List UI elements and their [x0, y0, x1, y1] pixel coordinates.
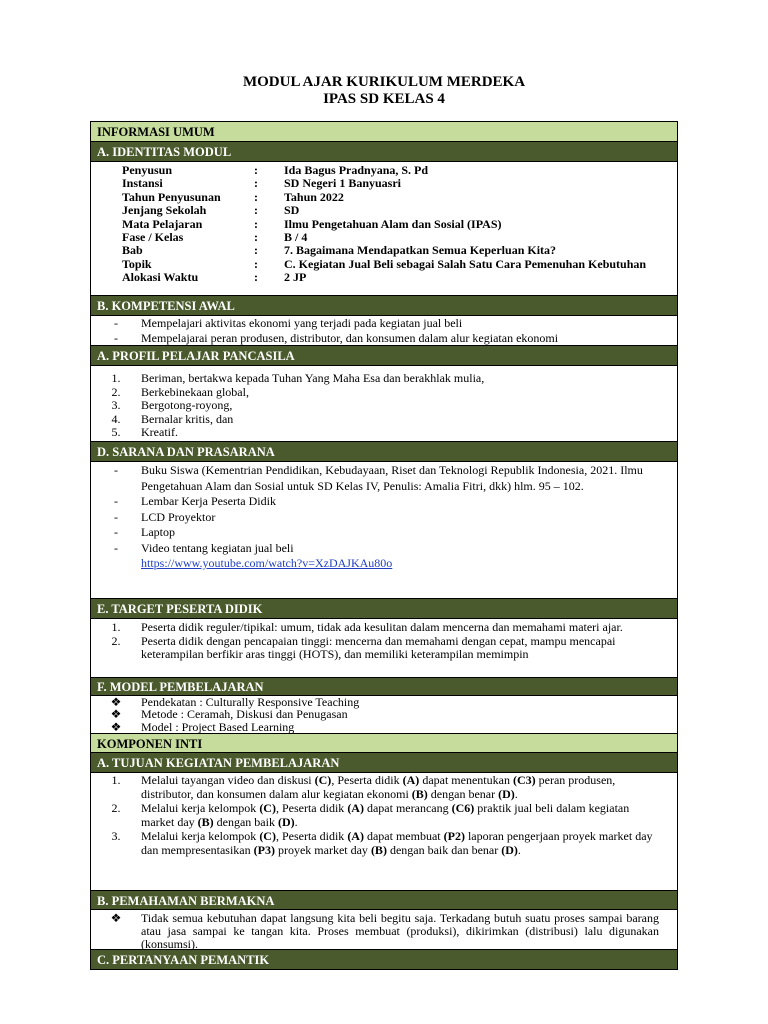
identity-key: Topik: [122, 256, 152, 271]
list-text: Laptop: [141, 525, 175, 539]
identity-value: Ida Bagus Pradnyana, S. Pd: [284, 163, 429, 177]
list-marker: 3.: [111, 828, 121, 843]
objective-fragment: dengan baik: [213, 814, 278, 829]
objective-text: [141, 830, 677, 858]
identity-value: Ilmu Pengetahuan Alam dan Sosial (IPAS): [284, 216, 502, 231]
objective-item: [91, 802, 677, 830]
list-text: Mempelajarai peran produsen, distributor, dan konsumen dalam alur kegiatan ekonomi: [141, 330, 559, 345]
pemahaman-section: [91, 910, 677, 950]
objective-fragment: .: [517, 842, 521, 857]
list-marker: 5.: [111, 425, 121, 440]
pertanyaan-header: C. PERTANYAAN PEMANTIK: [91, 950, 677, 969]
identity-colon: :: [254, 203, 258, 218]
objective-code: (P3): [253, 842, 275, 857]
list-item: [91, 525, 677, 541]
objective-text: [141, 774, 677, 802]
identity-row: [91, 271, 677, 284]
list-marker: -: [114, 540, 118, 555]
list-text: Tidak semua kebutuhan dapat langsung kita beli begitu saja. Terkadang butuh suatu proses sampai barang atau jasa sampai ke tangan kita. Proses membuat (produksi), dikirimkan (distribusi) lalu digunakan (konsumsi).: [141, 911, 659, 951]
objective-fragment: , Peserta didik: [331, 773, 403, 787]
kompetensi-header: B. KOMPETENSI AWAL: [91, 296, 677, 316]
sarana-link-row: [91, 556, 677, 572]
list-marker: 3.: [111, 398, 121, 413]
objective-code: (D): [501, 842, 518, 857]
list-text: Peserta didik reguler/tipikal: umum, tidak ada kesulitan dalam mencerna dan memahami materi ajar.: [141, 620, 623, 634]
identitas-header: A. IDENTITAS MODUL: [91, 142, 677, 162]
objective-fragment: .: [514, 786, 518, 801]
list-marker: -: [114, 463, 118, 477]
list-item: [91, 621, 677, 635]
identity-row: [91, 258, 677, 271]
objective-code: (C): [259, 800, 276, 815]
target-section: [91, 619, 677, 678]
list-marker: -: [114, 494, 118, 508]
identity-value: 7. Bagaimana Mendapatkan Semua Keperluan Kita?: [284, 243, 557, 258]
target-header: E. TARGET PESERTA DIDIK: [91, 599, 677, 619]
objective-fragment: Melalui kerja kelompok: [141, 828, 260, 843]
objective-code: (C): [259, 828, 276, 843]
model-header: F. MODEL PEMBELAJARAN: [91, 678, 677, 696]
objective-fragment: praktik jual beli dalam kegiatan market day: [141, 800, 630, 829]
objective-fragment: , Peserta didik: [275, 800, 348, 815]
identity-row: [91, 218, 677, 231]
document-title: MODUL AJAR KURIKULUM MERDEKA: [242, 74, 526, 90]
identity-row: [91, 164, 677, 177]
list-text: Pendekatan : Culturally Responsive Teaching: [141, 695, 360, 709]
list-item: [91, 316, 677, 331]
identitas-section: [91, 162, 677, 296]
list-marker: 2.: [111, 633, 121, 648]
objective-code: (B): [197, 814, 214, 829]
list-text: Mempelajari aktivitas ekonomi yang terjadi pada kegiatan jual beli: [141, 316, 463, 330]
objective-code: (B): [370, 842, 387, 857]
list-item: [91, 386, 677, 400]
identity-key: Alokasi Waktu: [122, 270, 199, 285]
identity-colon: :: [254, 189, 258, 204]
list-text: Video tentang kegiatan jual beli: [141, 540, 294, 555]
list-marker: 1.: [111, 773, 121, 787]
identity-colon: :: [254, 163, 258, 177]
objective-code: (D): [277, 814, 295, 829]
sarana-header: D. SARANA DAN PRASARANA: [91, 442, 677, 462]
objective-fragment: Melalui tayangan video dan diskusi: [141, 773, 315, 787]
list-text: Metode : Ceramah, Diskusi dan Penugasan: [141, 707, 348, 722]
list-text: Beriman, bertakwa kepada Tuhan Yang Maha Esa dan berakhlak mulia,: [141, 371, 485, 385]
objective-code: (A): [347, 800, 364, 815]
list-marker: 2.: [111, 800, 121, 815]
list-item: [91, 413, 677, 427]
identity-colon: :: [254, 243, 258, 258]
list-item: [91, 541, 677, 557]
objective-item: [91, 774, 677, 802]
identity-row: [91, 191, 677, 204]
objective-code: (B): [411, 786, 428, 801]
identity-value: SD Negeri 1 Banyuasri: [284, 176, 401, 191]
objective-text: [141, 802, 677, 830]
identity-colon: :: [254, 230, 258, 245]
list-item: [91, 510, 677, 526]
identity-key: Penyusun: [122, 163, 173, 177]
tujuan-header: A. TUJUAN KEGIATAN PEMBELAJARAN: [91, 753, 677, 773]
objective-fragment: dapat merancang: [363, 800, 452, 815]
objective-fragment: dengan baik dan benar: [386, 842, 502, 857]
list-item: [91, 635, 677, 662]
list-text: Model : Project Based Learning: [141, 719, 295, 734]
list-text: LCD Proyektor: [141, 509, 216, 524]
sarana-section: [91, 462, 677, 599]
list-item: [91, 372, 677, 386]
sarana-list: [91, 463, 677, 556]
list-marker: ❖: [110, 719, 122, 734]
identity-row: [91, 244, 677, 257]
objective-fragment: Melalui kerja kelompok: [141, 800, 260, 815]
komponen-inti-header: KOMPONEN INTI: [91, 734, 677, 753]
objective-code: (P2): [443, 828, 465, 843]
list-item: [91, 912, 677, 950]
identity-row: [91, 177, 677, 190]
identity-row: [91, 231, 677, 244]
identity-colon: :: [254, 270, 258, 285]
identity-key: Instansi: [122, 176, 163, 191]
list-marker: 4.: [111, 411, 121, 426]
list-item: [91, 399, 677, 413]
identity-row: [91, 204, 677, 217]
list-marker: ❖: [110, 707, 122, 722]
identity-key: Mata Pelajaran: [122, 216, 203, 231]
profil-section: [91, 366, 677, 442]
list-marker: -: [114, 316, 118, 330]
profil-header: A. PROFIL PELAJAR PANCASILA: [91, 346, 677, 366]
list-marker: ❖: [110, 695, 122, 709]
identity-key: Fase / Kelas: [122, 230, 184, 245]
identity-key: Jenjang Sekolah: [122, 203, 207, 218]
objective-fragment: dapat membuat: [363, 828, 444, 843]
tujuan-section: [91, 773, 677, 891]
list-item: [91, 721, 677, 733]
identity-colon: :: [254, 216, 258, 231]
list-item: [91, 426, 677, 440]
list-item: [91, 463, 677, 494]
objective-fragment: laporan pengerjaan proyek market day dan mempresentasikan: [141, 828, 653, 857]
identity-value: Tahun 2022: [284, 189, 344, 204]
list-item: [91, 494, 677, 510]
list-text: Buku Siswa (Kementrian Pendidikan, Kebudayaan, Riset dan Teknologi Republik Indonesia, 2021. Ilmu Pengetahuan Alam dan Sosial untuk SD Kelas IV, Penulis: Amalia Fitri, dkk) hlm. 95 – 102.: [141, 463, 643, 493]
list-marker: 1.: [111, 371, 121, 385]
identity-value: SD: [284, 203, 300, 218]
list-text: Kreatif.: [141, 425, 178, 440]
list-text: Berkebinekaan global,: [141, 384, 249, 399]
list-item: [91, 708, 677, 720]
list-text: Lembar Kerja Peserta Didik: [141, 494, 276, 508]
objective-code: (D): [498, 786, 515, 801]
objective-fragment: .: [294, 814, 298, 829]
pemahaman-header: B. PEMAHAMAN BERMAKNA: [91, 891, 677, 910]
list-marker: ❖: [110, 911, 122, 925]
objective-fragment: dengan benar: [427, 786, 499, 801]
informasi-umum-header: INFORMASI UMUM: [91, 122, 677, 142]
objective-item: [91, 830, 677, 858]
identity-colon: :: [254, 256, 258, 271]
objective-code: (A): [347, 828, 364, 843]
list-marker: -: [114, 330, 118, 345]
objective-code: (C3): [512, 773, 536, 787]
identity-value: B / 4: [284, 230, 308, 245]
list-text: Bergotong-royong,: [141, 398, 233, 413]
list-marker: -: [114, 509, 118, 524]
list-item: [91, 331, 677, 346]
identity-key: Tahun Penyusunan: [122, 189, 221, 204]
list-text: Bernalar kritis, dan: [141, 411, 234, 426]
list-marker: 1.: [111, 620, 121, 634]
objective-fragment: dapat menentukan: [419, 773, 513, 787]
list-marker: 2.: [111, 384, 121, 399]
identity-key: Bab: [122, 243, 143, 258]
objective-fragment: proyek market day: [274, 842, 371, 857]
kompetensi-section: [91, 316, 677, 346]
identity-colon: :: [254, 176, 258, 191]
document-subtitle: IPAS SD KELAS 4: [323, 91, 445, 107]
objective-code: (C): [314, 773, 332, 787]
objective-fragment: , Peserta didik: [275, 828, 348, 843]
model-section: [91, 696, 677, 734]
list-text: Peserta didik dengan pencapaian tinggi: mencerna dan memahami dengan cepat, mampu mencapai keterampilan berfikir aras tinggi (HOTS), dan memiliki keterampilan memimpin: [141, 633, 616, 662]
youtube-link[interactable]: https://www.youtube.com/watch?v=XzDAJKAu80o: [141, 556, 393, 570]
objective-code: (A): [402, 773, 420, 787]
objective-fragment: peran produsen, distributor, dan konsumen dalam alur kegiatan ekonomi: [141, 773, 616, 801]
identity-value: 2 JP: [284, 270, 307, 285]
list-marker: -: [114, 525, 118, 539]
objective-code: (C6): [451, 800, 475, 815]
identity-value: C. Kegiatan Jual Beli sebagai Salah Satu Cara Pemenuhan Kebutuhan: [284, 256, 647, 271]
module-table: [90, 121, 678, 970]
